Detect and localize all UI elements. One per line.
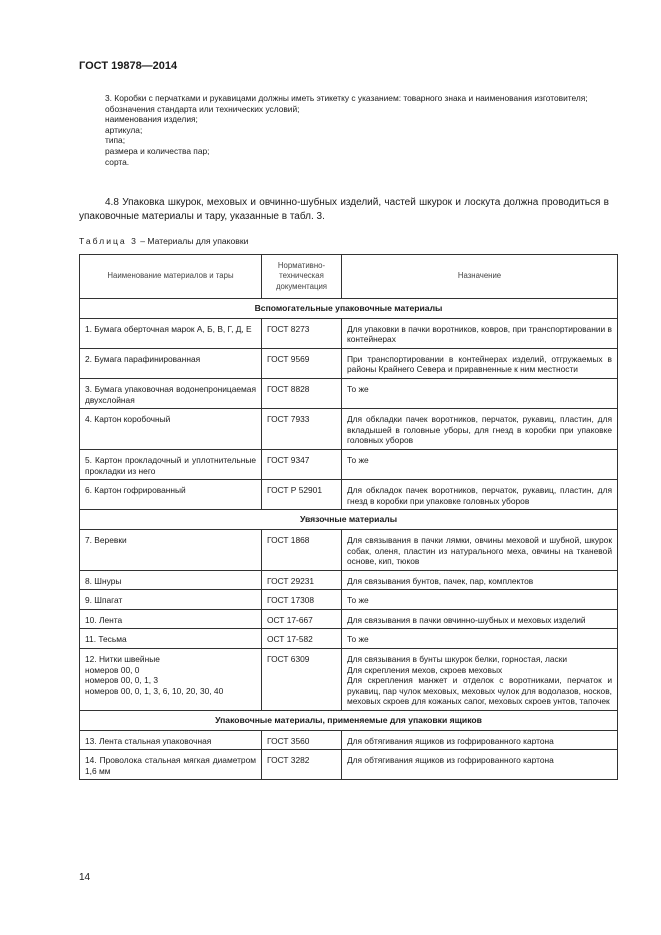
document-header: ГОСТ 19878—2014 — [79, 60, 178, 72]
document-cell: ГОСТ 3560 — [262, 730, 342, 750]
table-row — [80, 629, 618, 649]
table-caption — [79, 236, 248, 246]
document-cell: ГОСТ 17308 — [262, 590, 342, 610]
purpose-cell: Для обтягивания ящиков из гофрированного картона — [342, 730, 618, 750]
material-name-cell: 14. Проволока стальная мягкая диаметром 1,6 мм — [80, 750, 262, 780]
document-cell: ГОСТ 29231 — [262, 570, 342, 590]
table-row — [80, 529, 618, 570]
document-cell: ОСТ 17-667 — [262, 609, 342, 629]
note-item: сорта. — [105, 156, 130, 167]
material-name-cell: 2. Бумага парафинированная — [80, 348, 262, 378]
section-row — [80, 510, 618, 530]
table-caption-title: – Материалы для упаковки — [137, 236, 249, 246]
document-cell: ГОСТ 9347 — [262, 449, 342, 479]
purpose-cell: Для связывания бунтов, пачек, пар, комплектов — [342, 570, 618, 590]
note-item: размера и количества пар; — [105, 145, 210, 156]
page-number: 14 — [79, 872, 91, 883]
material-name-cell: 9. Шпагат — [80, 590, 262, 610]
table-caption-label: Таблица 3 — [79, 236, 138, 246]
purpose-cell: Для обтягивания ящиков из гофрированного картона — [342, 750, 618, 780]
materials-table — [79, 254, 618, 780]
material-name-cell: 8. Шнуры — [80, 570, 262, 590]
material-name-cell: 1. Бумага оберточная марок А, Б, В, Г, Д, Е — [80, 318, 262, 348]
purpose-cell: Для обкладок пачек воротников, перчаток, рукавиц, пластин, для гнезд в коробки при упаковке головных уборов — [342, 480, 618, 510]
purpose-cell: Для упаковки в пачки воротников, ковров, при транспортировании в контейнерах — [342, 318, 618, 348]
material-name-cell: 4. Картон коробочный — [80, 409, 262, 450]
purpose-cell: При транспортировании в контейнерах изделий, отгружаемых в районы Крайнего Севера и приравненные к ним местности — [342, 348, 618, 378]
material-name-cell: 5. Картон прокладочный и уплотнительные прокладки из него — [80, 449, 262, 479]
table-row — [80, 348, 618, 378]
document-cell: ГОСТ Р 52901 — [262, 480, 342, 510]
table-row — [80, 409, 618, 450]
material-name-cell: 13. Лента стальная упаковочная — [80, 730, 262, 750]
document-cell: ГОСТ 6309 — [262, 649, 342, 711]
table-row — [80, 570, 618, 590]
purpose-cell: Для связывания в пачки лямки, овчины меховой и шубной, шкурок собак, оленя, пластин из натурального меха, овчины на тканевой основе, кип, тюков — [342, 529, 618, 570]
note-item: типа; — [105, 135, 126, 146]
purpose-cell: Для связывания в бунты шкурок белки, горностая, ласки Для скрепления мехов, скроев меховых Для скрепления манжет и отделок с воротниками, перчаток и рукавиц, пар чулок меховых, меховых чулок для водолазов, носков, меховых скроев для кожаных сапог, меховых скроев унтов, тапочек — [342, 649, 618, 711]
material-name-cell: 7. Веревки — [80, 529, 262, 570]
table-row — [80, 750, 618, 780]
document-cell: ОСТ 17-582 — [262, 629, 342, 649]
material-name-cell: 10. Лента — [80, 609, 262, 629]
note-item: обозначения стандарта или технических условий; — [105, 103, 300, 114]
table-row — [80, 480, 618, 510]
table-row — [80, 590, 618, 610]
section-title: Вспомогательные упаковочные материалы — [80, 299, 618, 319]
material-name-cell: 12. Нитки швейные номеров 00, 0 номеров 00, 0, 1, 3 номеров 00, 0, 1, 3, 6, 10, 20, 30, 40 — [80, 649, 262, 711]
table-header-row — [80, 255, 618, 299]
material-name-cell: 11. Тесьма — [80, 629, 262, 649]
purpose-cell: Для обкладки пачек воротников, перчаток, рукавиц, пластин, для вкладышей в головные уборы, для гнезд в коробки при упаковке головных уборов — [342, 409, 618, 450]
material-name-cell: 3. Бумага упаковочная водонепроницаемая двухслойная — [80, 378, 262, 408]
note-intro: 3. Коробки с перчатками и рукавицами должны иметь этикетку с указанием: товарного знака и наименования изготовителя; — [105, 93, 588, 103]
section-title: Увязочные материалы — [80, 510, 618, 530]
note-item: наименования изделия; — [105, 114, 198, 125]
paragraph-4-8: 4.8 Упаковка шкурок, меховых и овчинно-шубных изделий, частей шкурок и лоскута должна проводиться в упаковочные материалы и тару, указанные в табл. 3. — [79, 197, 609, 222]
table-row — [80, 449, 618, 479]
column-header: Назначение — [342, 255, 618, 299]
document-cell: ГОСТ 3282 — [262, 750, 342, 780]
document-cell: ГОСТ 8828 — [262, 378, 342, 408]
purpose-cell: То же — [342, 449, 618, 479]
table-row — [80, 378, 618, 408]
document-cell: ГОСТ 1868 — [262, 529, 342, 570]
document-cell: ГОСТ 8273 — [262, 318, 342, 348]
table-row — [80, 609, 618, 629]
table-row — [80, 318, 618, 348]
section-row — [80, 299, 618, 319]
table-row — [80, 649, 618, 711]
purpose-cell: То же — [342, 590, 618, 610]
column-header: Наименование материалов и тары — [80, 255, 262, 299]
purpose-cell: То же — [342, 629, 618, 649]
document-cell: ГОСТ 9569 — [262, 348, 342, 378]
material-name-cell: 6. Картон гофрированный — [80, 480, 262, 510]
document-cell: ГОСТ 7933 — [262, 409, 342, 450]
note-block — [79, 93, 617, 167]
section-title: Упаковочные материалы, применяемые для упаковки ящиков — [80, 711, 618, 731]
table-row — [80, 730, 618, 750]
column-header: Нормативно-техническая документация — [262, 255, 342, 299]
section-row — [80, 711, 618, 731]
purpose-cell: То же — [342, 378, 618, 408]
purpose-cell: Для связывания в пачки овчинно-шубных и меховых изделий — [342, 609, 618, 629]
note-item: артикула; — [105, 124, 143, 135]
